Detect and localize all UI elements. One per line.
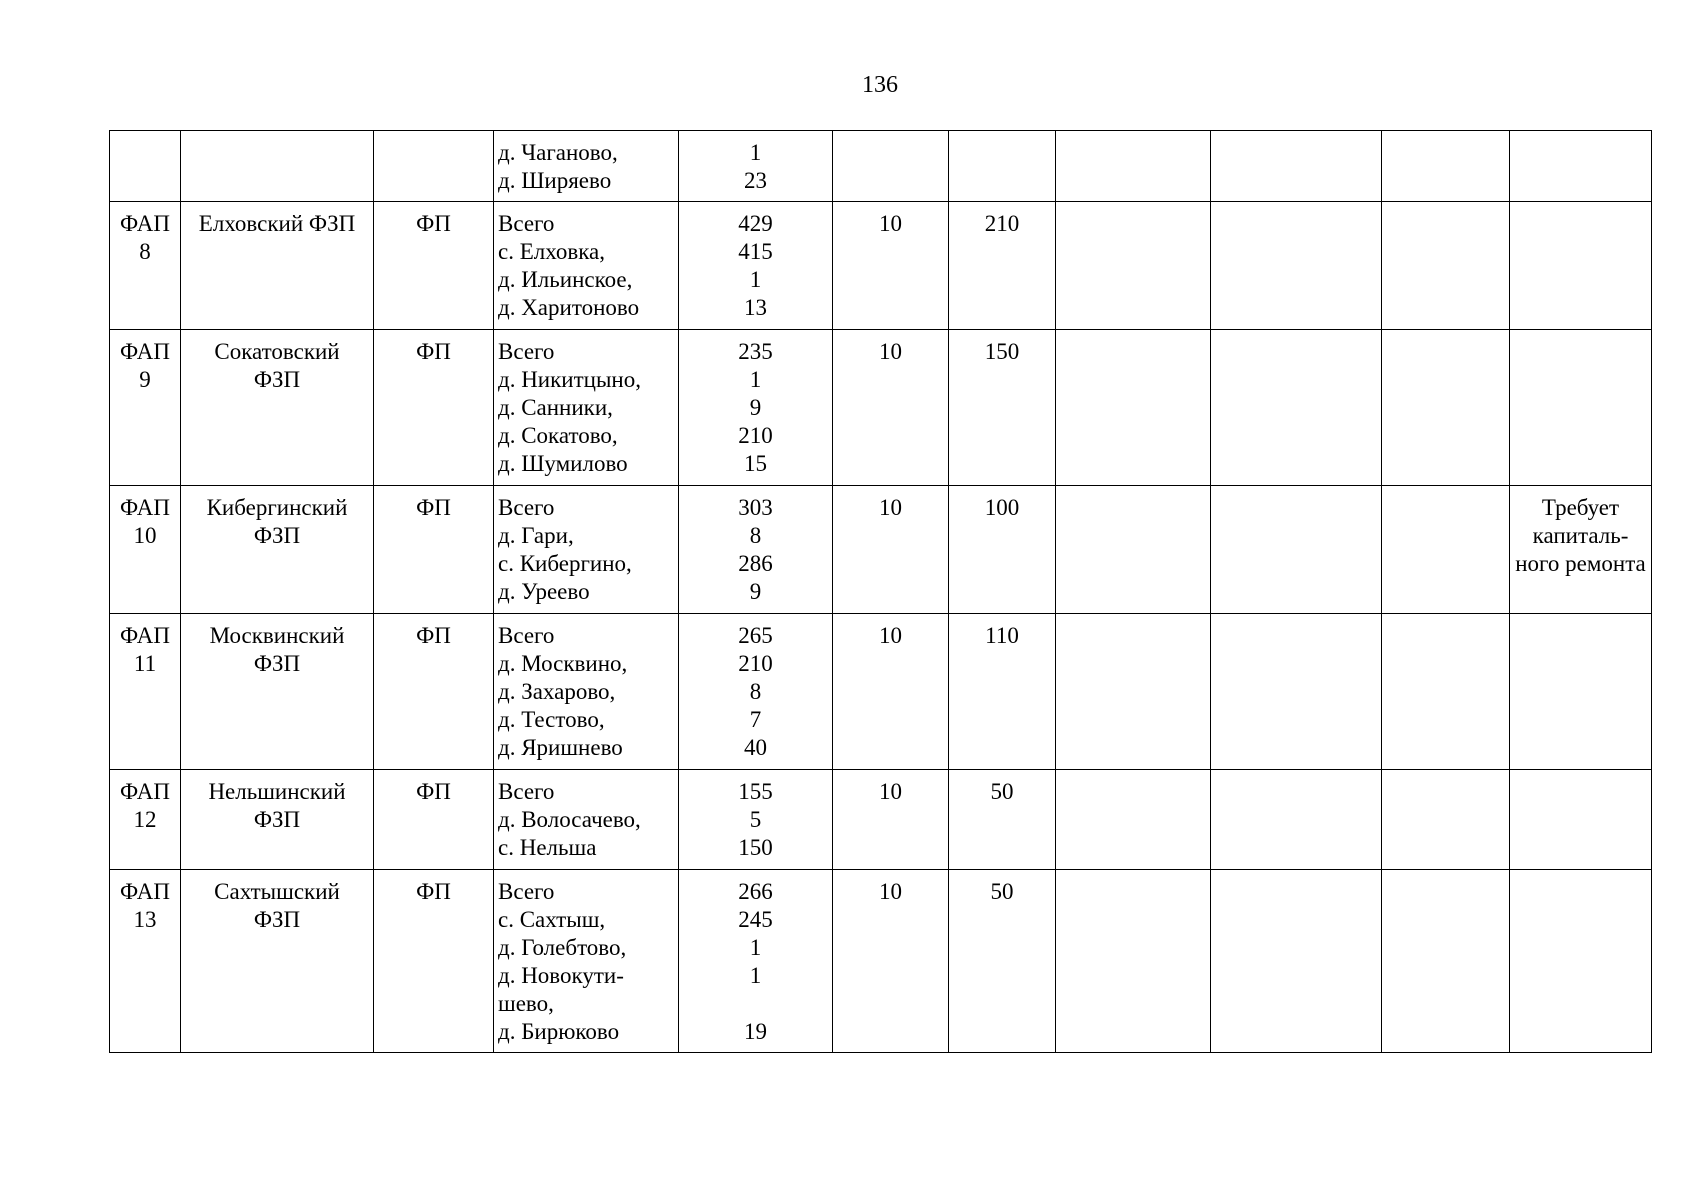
cell-line: 10: [879, 495, 902, 520]
cell-col8: [1056, 330, 1211, 486]
cell-line: д. Волосачево,: [498, 807, 641, 832]
cell-code-text: ФАП 12: [120, 779, 170, 832]
cell-line: 50: [990, 779, 1014, 804]
cell-line: Требует: [1541, 495, 1620, 520]
cell-line: д. Ширяево: [498, 168, 612, 193]
cell-line: 110: [985, 623, 1019, 648]
cell-note: [1510, 614, 1652, 770]
cell-line: 150: [984, 339, 1020, 364]
cell-line: Всего: [498, 339, 555, 364]
cell-line: 100: [984, 495, 1020, 520]
cell-name: [181, 202, 374, 330]
cell-note: [1510, 870, 1652, 1053]
cell-type: [374, 131, 494, 202]
cell-col7: [949, 330, 1056, 486]
cell-note: [1510, 330, 1652, 486]
cell-line: д. Харитоново: [498, 295, 640, 320]
cell-note: [1510, 486, 1652, 614]
facilities-table: [109, 130, 1652, 1053]
cell-line: д. Яришнево: [498, 735, 623, 760]
cell-col10: [1382, 870, 1510, 1053]
cell-type: [374, 870, 494, 1053]
cell-name: [181, 614, 374, 770]
cell-note: [1510, 131, 1652, 202]
cell-col10: [1382, 614, 1510, 770]
table-row: [110, 486, 1652, 614]
cell-col9: [1211, 614, 1382, 770]
cell-type: [374, 330, 494, 486]
cell-type: [374, 486, 494, 614]
cell-line: 266: [738, 879, 773, 904]
cell-note: [1510, 202, 1652, 330]
cell-line: 8: [749, 679, 762, 704]
cell-line: Сокатовский: [214, 339, 340, 364]
cell-code-text: ФАП 13: [120, 879, 170, 932]
cell-code-text: [114, 139, 176, 167]
cell-col6: [833, 614, 949, 770]
cell-note: [1510, 770, 1652, 870]
cell-line: 1: [749, 963, 762, 988]
cell-line: 303: [738, 495, 773, 520]
cell-line: 245: [738, 907, 773, 932]
table-row: [110, 330, 1652, 486]
cell-col8: [1056, 870, 1211, 1053]
cell-line: 155: [738, 779, 773, 804]
cell-line: 1: [749, 935, 762, 960]
cell-line: д. Уреево: [498, 579, 590, 604]
cell-line: 7: [749, 707, 762, 732]
cell-col9: [1211, 330, 1382, 486]
cell-col10: [1382, 770, 1510, 870]
cell-places: [494, 330, 679, 486]
cell-line: Сахтышский: [214, 879, 340, 904]
cell-line: д. Бирюково: [498, 1019, 620, 1044]
cell-col6: [833, 131, 949, 202]
cell-population: [679, 486, 833, 614]
cell-line: д. Ильинское,: [498, 267, 633, 292]
cell-code-text: ФАП 10: [120, 495, 170, 548]
cell-line: д. Захарово,: [498, 679, 616, 704]
table-row: [110, 870, 1652, 1053]
cell-line: ФП: [416, 779, 451, 804]
cell-col6: [833, 330, 949, 486]
cell-code: [110, 870, 181, 1053]
cell-col9: [1211, 131, 1382, 202]
cell-line: с. Елховка,: [498, 239, 606, 264]
cell-line: 210: [738, 651, 773, 676]
cell-line: 40: [744, 735, 767, 760]
cell-code: [110, 202, 181, 330]
cell-col9: [1211, 770, 1382, 870]
cell-line: 9: [749, 395, 762, 420]
cell-line: 415: [738, 239, 773, 264]
cell-line: 1: [749, 267, 762, 292]
page-number: 136: [862, 72, 898, 98]
cell-col10: [1382, 330, 1510, 486]
cell-line: Всего: [498, 623, 555, 648]
cell-population: [679, 202, 833, 330]
cell-code: [110, 330, 181, 486]
table-row: [110, 202, 1652, 330]
cell-col10: [1382, 486, 1510, 614]
cell-col6: [833, 486, 949, 614]
cell-line: 286: [738, 551, 773, 576]
cell-col7: [949, 486, 1056, 614]
cell-line: 210: [984, 211, 1020, 236]
cell-places: [494, 870, 679, 1053]
table-row: [110, 614, 1652, 770]
cell-line: 235: [738, 339, 773, 364]
cell-line: Елховский ФЗП: [198, 211, 356, 236]
cell-line: 10: [879, 211, 902, 236]
cell-places: [494, 131, 679, 202]
cell-line: [378, 139, 489, 167]
cell-col7: [949, 770, 1056, 870]
cell-col7: [949, 202, 1056, 330]
cell-col8: [1056, 770, 1211, 870]
cell-col8: [1056, 202, 1211, 330]
cell-places: [494, 770, 679, 870]
cell-line: [953, 139, 1051, 167]
cell-line: Всего: [498, 779, 555, 804]
cell-population: [679, 614, 833, 770]
cell-line: 265: [738, 623, 773, 648]
cell-line: д. Гари,: [498, 523, 574, 548]
cell-code: [110, 486, 181, 614]
cell-col7: [949, 614, 1056, 770]
cell-line: 10: [879, 623, 902, 648]
cell-line: 19: [744, 1019, 767, 1044]
cell-col6: [833, 202, 949, 330]
cell-col8: [1056, 486, 1211, 614]
cell-population: [679, 770, 833, 870]
cell-line: 10: [879, 879, 902, 904]
cell-line: с. Кибергино,: [498, 551, 632, 576]
cell-line: Москвинский: [209, 623, 345, 648]
cell-code: [110, 131, 181, 202]
cell-line: 10: [879, 779, 902, 804]
cell-line: ФЗП: [253, 807, 301, 832]
cell-line: ФЗП: [253, 907, 301, 932]
cell-line: д. Санники,: [498, 395, 613, 420]
cell-line: Всего: [498, 495, 555, 520]
cell-col10: [1382, 202, 1510, 330]
cell-line: Кибергинский: [206, 495, 348, 520]
cell-code: [110, 770, 181, 870]
cell-line: с. Нельша: [498, 835, 597, 860]
cell-type: [374, 770, 494, 870]
cell-col6: [833, 770, 949, 870]
cell-name: [181, 770, 374, 870]
cell-line: 23: [744, 168, 767, 193]
cell-line: шево,: [498, 991, 554, 1016]
cell-line: 210: [738, 423, 773, 448]
cell-line: 5: [749, 807, 762, 832]
cell-line: 8: [749, 523, 762, 548]
cell-line: 10: [879, 339, 902, 364]
cell-code-text: ФАП 11: [120, 623, 170, 676]
cell-line: ФП: [416, 879, 451, 904]
cell-col9: [1211, 486, 1382, 614]
cell-col8: [1056, 131, 1211, 202]
cell-line: 13: [744, 295, 767, 320]
cell-line: ного ремонта: [1515, 551, 1646, 576]
cell-col9: [1211, 202, 1382, 330]
cell-line: ФЗП: [253, 367, 301, 392]
cell-line: 1: [749, 367, 762, 392]
cell-type: [374, 614, 494, 770]
cell-line: 150: [738, 835, 773, 860]
cell-population: [679, 131, 833, 202]
cell-name: [181, 131, 374, 202]
cell-line: Всего: [498, 879, 555, 904]
cell-code-text: ФАП 8: [120, 211, 170, 264]
cell-line: д. Москвино,: [498, 651, 628, 676]
cell-type: [374, 202, 494, 330]
cell-name: [181, 486, 374, 614]
cell-line: д. Тестово,: [498, 707, 605, 732]
cell-line: д. Никитцыно,: [498, 367, 641, 392]
cell-line: 429: [738, 211, 773, 236]
cell-line: д. Сокатово,: [498, 423, 618, 448]
cell-line: ФП: [416, 211, 451, 236]
cell-col6: [833, 870, 949, 1053]
cell-line: Всего: [498, 211, 555, 236]
cell-code: [110, 614, 181, 770]
cell-line: 50: [990, 879, 1014, 904]
cell-col8: [1056, 614, 1211, 770]
cell-population: [679, 870, 833, 1053]
cell-col7: [949, 870, 1056, 1053]
cell-line: д. Чаганово,: [498, 140, 618, 165]
cell-line: [683, 990, 828, 1018]
cell-line: ФЗП: [253, 523, 301, 548]
table-row: [110, 131, 1652, 202]
cell-line: д. Шумилово: [498, 451, 628, 476]
cell-line: [837, 139, 944, 167]
cell-population: [679, 330, 833, 486]
cell-code-text: ФАП 9: [120, 339, 170, 392]
cell-places: [494, 614, 679, 770]
cell-line: ФЗП: [253, 651, 301, 676]
cell-places: [494, 486, 679, 614]
cell-line: 9: [749, 579, 762, 604]
cell-col10: [1382, 131, 1510, 202]
cell-line: капиталь-: [1532, 523, 1629, 548]
cell-line: 15: [744, 451, 767, 476]
table-body: [110, 131, 1652, 1053]
cell-name: [181, 870, 374, 1053]
table-row: [110, 770, 1652, 870]
cell-line: ФП: [416, 623, 451, 648]
cell-line: ФП: [416, 495, 451, 520]
cell-line: д. Новокути-: [498, 963, 624, 988]
cell-places: [494, 202, 679, 330]
cell-line: Нельшинский: [208, 779, 346, 804]
cell-col7: [949, 131, 1056, 202]
cell-col9: [1211, 870, 1382, 1053]
cell-name: [181, 330, 374, 486]
cell-line: 1: [749, 140, 762, 165]
cell-line: с. Сахтыш,: [498, 907, 606, 932]
cell-line: д. Голебтово,: [498, 935, 627, 960]
cell-line: ФП: [416, 339, 451, 364]
